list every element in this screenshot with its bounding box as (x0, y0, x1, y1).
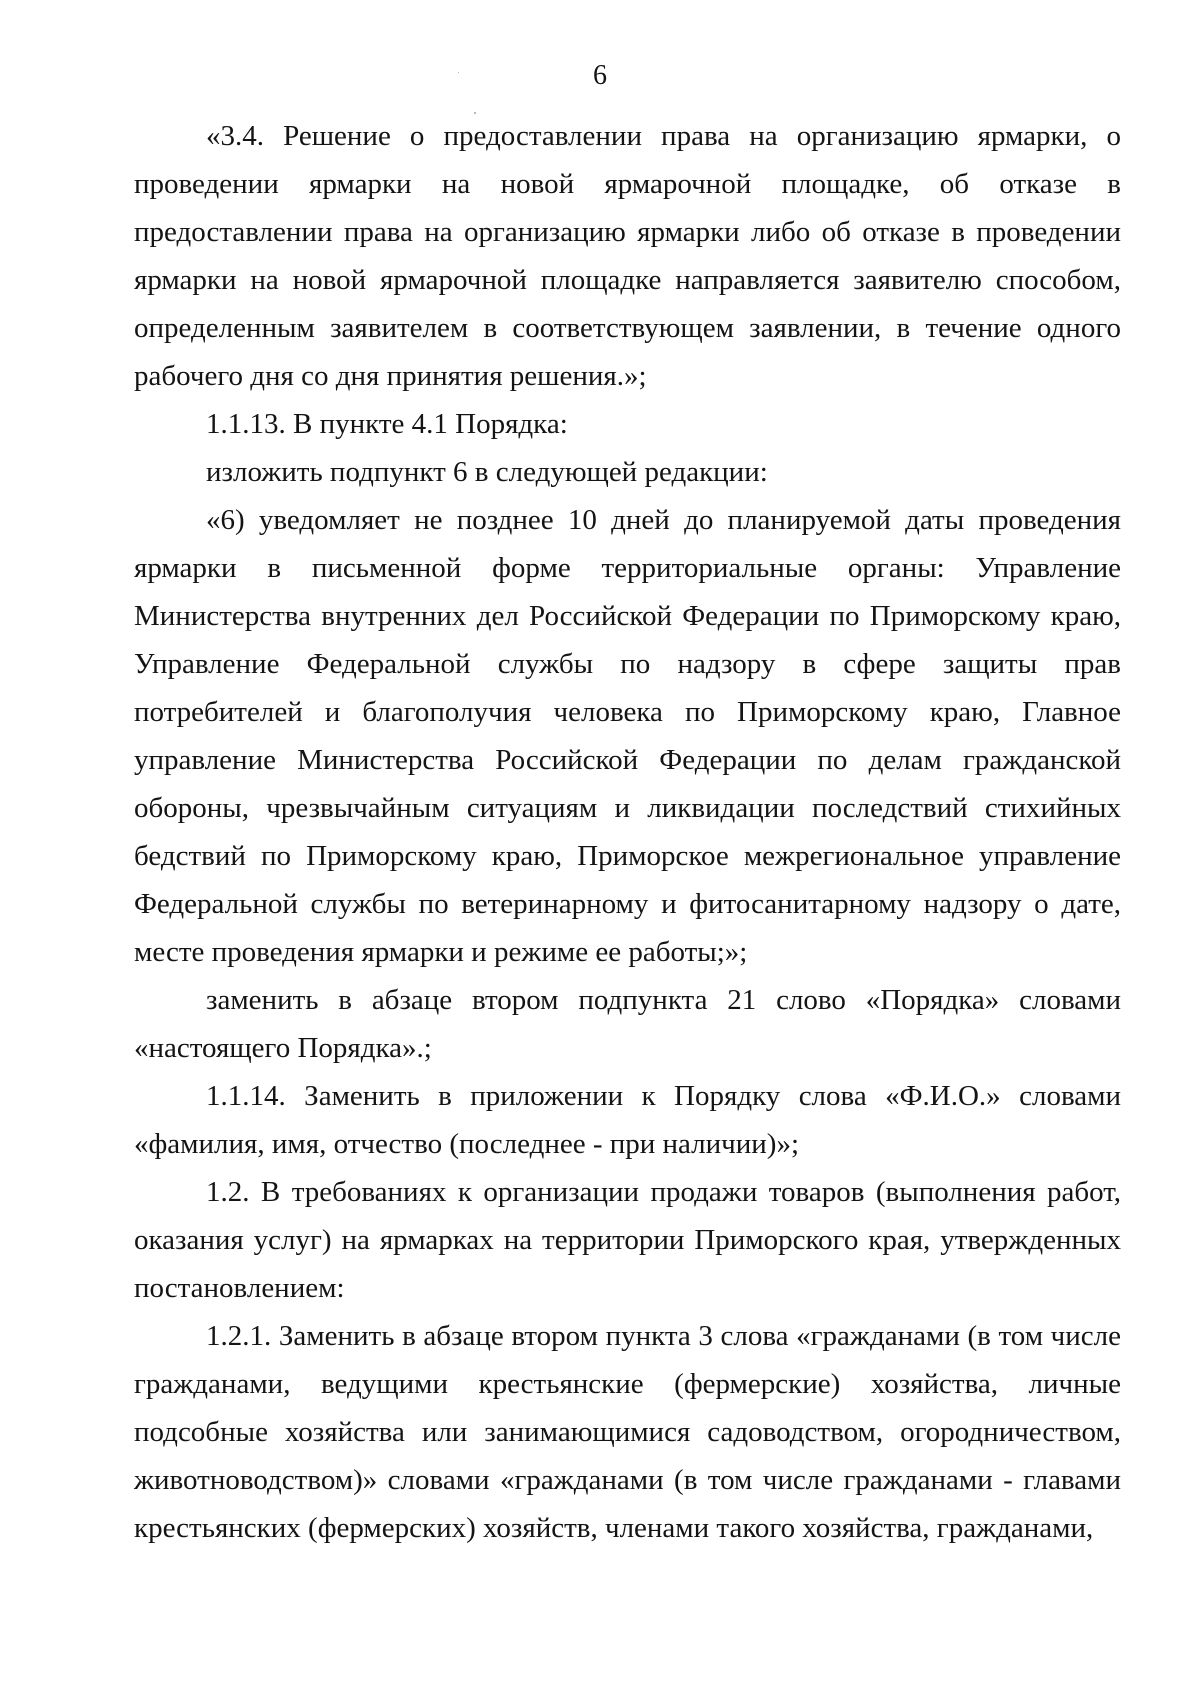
document-body (134, 112, 1121, 1552)
paragraph-subpoint-6-text: «6) уведомляет не позднее 10 дней до планируемой даты проведения ярмарки в письменной форме территориальные органы: Управление Министерства внутренних дел Российской Федерации по Приморскому краю, Управление Федеральной службы по надзору в сфере защиты прав потребителей и благополучия человека по Приморскому краю, Главное управление Министерства Российской Федерации по делам гражданской обороны, чрезвычайным ситуациям и ликвидации последствий стихийных бедствий по Приморскому краю, Приморское межрегиональное управление Федеральной службы по ветеринарному и фитосанитарному надзору о дате, месте проведения ярмарки и режиме ее работы;»; (134, 504, 1121, 968)
paragraph-1-1-13-heading: 1.1.13. В пункте 4.1 Порядка: (206, 408, 568, 440)
paragraph-3-4-decision: «3.4. Решение о предоставлении права на организацию ярмарки, о проведении ярмарки на новой ярмарочной площадке, об отказе в предоставлении права на организацию ярмарки либо об отказе в проведении ярмарки на новой ярмарочной площадке направляется заявителю способом, определенным заявителем в соответствующем заявлении, в течение одного рабочего дня со дня принятия решения.»; (134, 120, 1121, 392)
scan-speck (474, 112, 476, 114)
paragraph-1-2: 1.2. В требованиях к организации продажи товаров (выполнения работ, оказания услуг) на ярмарках на территории Приморского края, утвержденных постановлением: (134, 1176, 1121, 1304)
scan-speck (458, 72, 459, 73)
page-number: 6 (593, 60, 607, 91)
paragraph-subpoint-6-intro: изложить подпункт 6 в следующей редакции: (206, 456, 768, 488)
paragraph-subpoint-21-replace: заменить в абзаце втором подпункта 21 слово «Порядка» словами «настоящего Порядка».; (134, 984, 1121, 1064)
paragraph-1-1-14: 1.1.14. Заменить в приложении к Порядку слова «Ф.И.О.» словами «фамилия, имя, отчество (последнее - при наличии)»; (134, 1080, 1121, 1160)
paragraph-1-2-1: 1.2.1. Заменить в абзаце втором пункта 3 слова «гражданами (в том числе гражданами, ведущими крестьянские (фермерские) хозяйства, личные подсобные хозяйства или занимающимися садоводством, огородничеством, животноводством)» словами «гражданами (в том числе гражданами - главами крестьянских (фермерских) хозяйств, членами такого хозяйства, гражданами, (134, 1320, 1121, 1544)
